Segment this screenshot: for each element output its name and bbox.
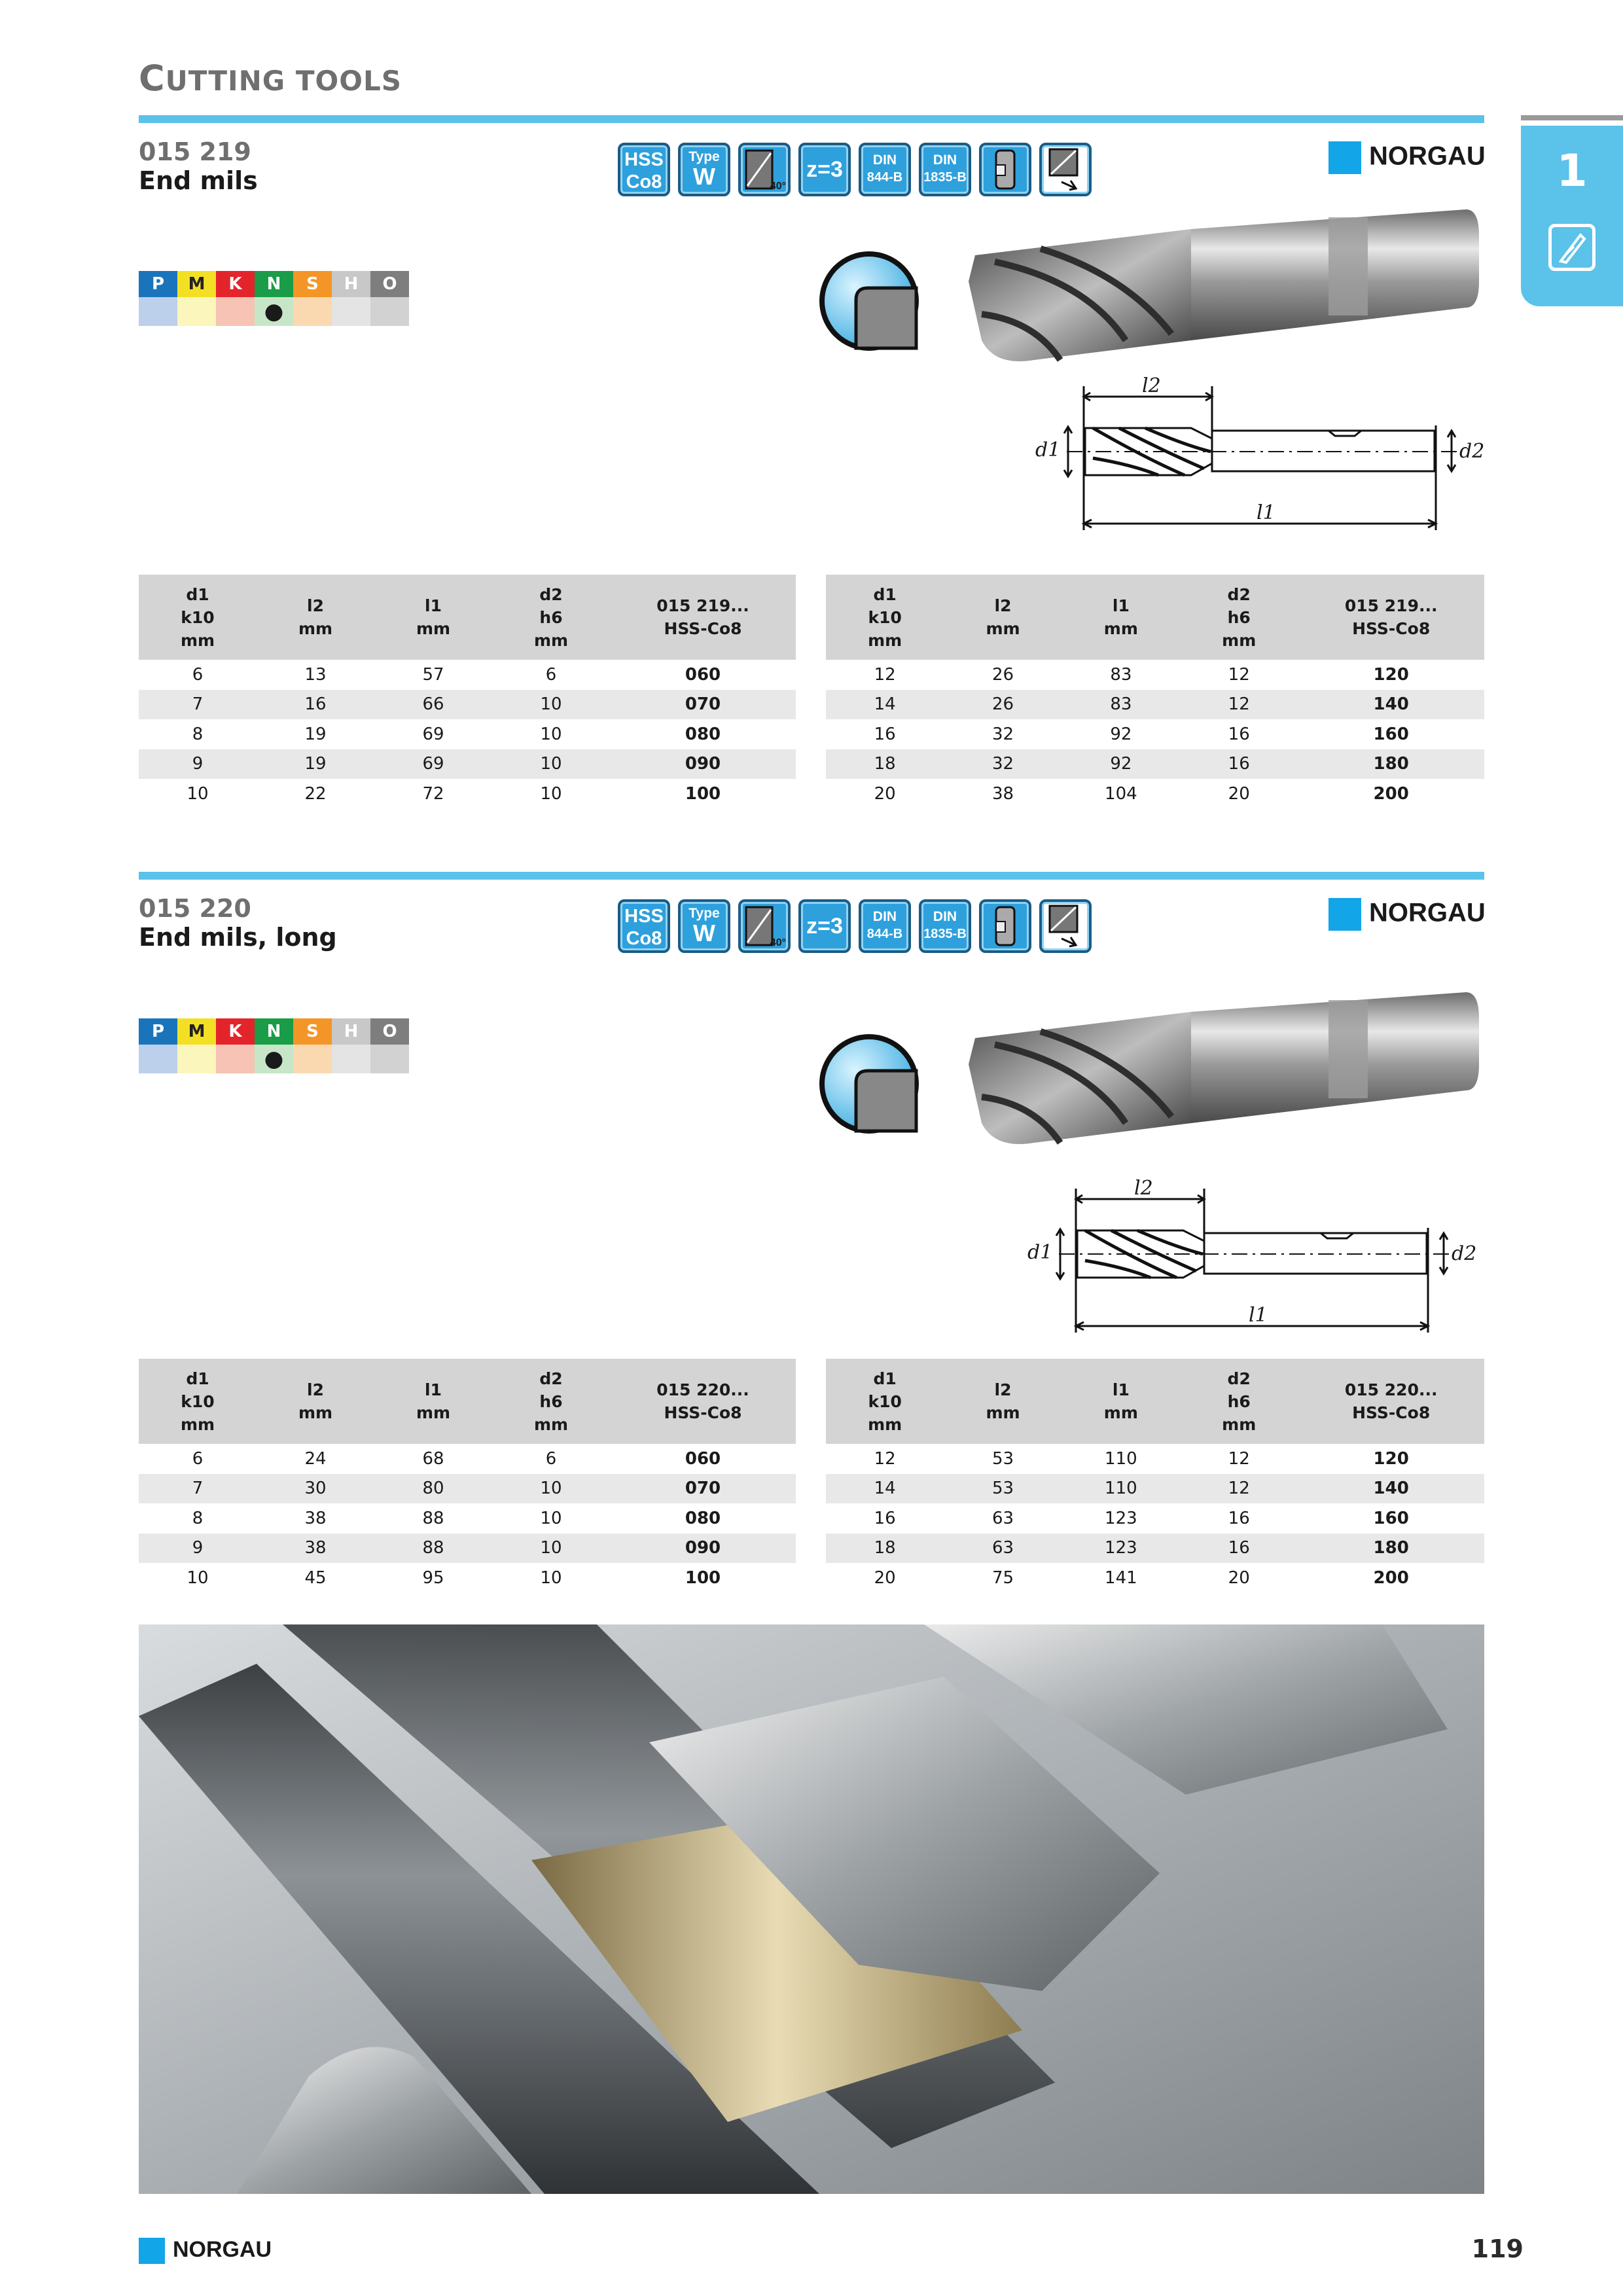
chapter-tab[interactable] xyxy=(1521,126,1623,306)
header-line: l2 xyxy=(307,596,324,615)
material-n: N ● xyxy=(255,1018,293,1073)
header-line: d2 xyxy=(1227,584,1251,604)
table-cell: 88 xyxy=(374,1534,492,1564)
header-line: mm xyxy=(416,619,451,638)
side-tab-line xyxy=(1521,115,1623,120)
material-m: M xyxy=(177,271,216,326)
table-row xyxy=(139,1563,796,1593)
article-code-cell: 060 xyxy=(685,664,721,685)
header-line: k10 xyxy=(868,1391,902,1411)
table-cell: 22 xyxy=(304,783,327,804)
header-line: d2 xyxy=(539,584,563,604)
header-line: l2 xyxy=(307,1380,324,1399)
end-mill-icon xyxy=(1548,224,1596,271)
material-k: K xyxy=(216,271,255,326)
table-header-cell xyxy=(1180,1359,1298,1444)
table-cell: 38 xyxy=(304,1508,327,1528)
header-line: HSS-Co8 xyxy=(1352,1403,1431,1422)
table-header-cell xyxy=(944,1359,1061,1444)
table-cell: 10 xyxy=(492,1474,610,1504)
header-line: mm xyxy=(180,1414,215,1434)
table-header-row xyxy=(139,575,796,660)
header-line: l1 xyxy=(1112,596,1130,615)
table-cell: 72 xyxy=(422,783,444,804)
table-cell: 10 xyxy=(492,1534,610,1564)
table-cell: 16 xyxy=(257,690,374,720)
article-code-cell: 140 xyxy=(1298,690,1484,720)
table-row xyxy=(826,749,1484,780)
table-cell: 88 xyxy=(422,1508,444,1528)
spec-table-left xyxy=(139,575,796,809)
table-header-cell xyxy=(139,575,257,660)
table-cell: 9 xyxy=(139,749,257,780)
table-cell: 38 xyxy=(257,1534,374,1564)
type-w-badge: Type W xyxy=(678,899,730,953)
dim-label-l2: l2 xyxy=(1142,374,1161,397)
hss-co8-badge: HSS Co8 xyxy=(618,899,670,953)
table-cell: 92 xyxy=(1110,724,1132,744)
table-row xyxy=(826,690,1484,720)
table-header-cell xyxy=(492,575,610,660)
end-mill-render xyxy=(955,992,1479,1156)
table-cell: 20 xyxy=(1228,1568,1250,1588)
table-cell: 16 xyxy=(1180,749,1298,780)
helix-angle-badge: 40° xyxy=(738,143,791,196)
table-cell: 16 xyxy=(874,724,896,744)
table-header-cell xyxy=(1298,575,1484,660)
header-line: 015 219... xyxy=(656,596,749,615)
header-line: mm xyxy=(1103,619,1138,638)
table-header-cell xyxy=(257,1359,374,1444)
table-cell: 16 xyxy=(1228,724,1250,744)
table-cell: 123 xyxy=(1105,1508,1137,1528)
table-row xyxy=(826,1534,1484,1564)
table-header-cell xyxy=(1180,575,1298,660)
section-2-badges xyxy=(618,899,1109,954)
table-cell: 32 xyxy=(991,724,1014,744)
table-row xyxy=(139,1474,796,1504)
table-cell: 19 xyxy=(257,749,374,780)
section-2-brand: NORGAU xyxy=(1329,898,1486,931)
article-name: End mils, long xyxy=(139,923,337,952)
table-header-row xyxy=(139,1359,796,1444)
article-code-cell: 140 xyxy=(1298,1474,1484,1504)
table-header-row xyxy=(826,575,1484,660)
table-cell: 8 xyxy=(192,1508,204,1528)
table-row xyxy=(826,1474,1484,1504)
helix-angle-badge: 40° xyxy=(738,899,791,953)
article-number: 015 220 xyxy=(139,894,251,923)
header-line: l1 xyxy=(425,596,442,615)
dim-label-l2: l2 xyxy=(1134,1177,1153,1200)
header-line: HSS-Co8 xyxy=(664,1403,742,1422)
table-header-cell xyxy=(826,1359,944,1444)
dim-label-d2: d2 xyxy=(1452,1242,1477,1265)
table-header-cell xyxy=(139,1359,257,1444)
header-line: 015 220... xyxy=(656,1380,749,1399)
section-1-heading xyxy=(139,137,258,195)
article-code-cell: 180 xyxy=(1298,1534,1484,1564)
table-row xyxy=(139,660,796,690)
article-code-cell: 120 xyxy=(1373,1448,1409,1469)
table-cell: 12 xyxy=(1180,1474,1298,1504)
end-mill-render xyxy=(955,209,1479,373)
header-line: l2 xyxy=(994,596,1012,615)
table-header-cell xyxy=(610,575,796,660)
header-line: mm xyxy=(1222,1414,1257,1434)
article-code-cell: 200 xyxy=(1373,783,1409,804)
table-header-cell xyxy=(1298,1359,1484,1444)
footer-brand: NORGAU xyxy=(139,2237,272,2264)
table-cell: 12 xyxy=(1228,1448,1250,1469)
table-cell: 6 xyxy=(192,1448,204,1469)
table-row xyxy=(139,1534,796,1564)
table-cell: 10 xyxy=(187,1568,209,1588)
table-cell: 104 xyxy=(1105,783,1137,804)
header-line: mm xyxy=(533,630,569,650)
table-cell: 20 xyxy=(874,1568,896,1588)
article-code-cell: 180 xyxy=(1298,749,1484,780)
table-cell: 123 xyxy=(1062,1534,1180,1564)
dim-label-l1: l1 xyxy=(1249,1304,1268,1327)
header-line: h6 xyxy=(539,607,563,627)
table-header-cell xyxy=(374,575,492,660)
section-1-brand: NORGAU xyxy=(1329,141,1486,174)
table-cell: 10 xyxy=(540,1508,562,1528)
table-header-cell xyxy=(1062,1359,1180,1444)
header-line: d2 xyxy=(539,1369,563,1388)
table-row xyxy=(826,660,1484,690)
brand-square xyxy=(139,2238,165,2264)
article-code-cell: 070 xyxy=(610,690,796,720)
material-o: O xyxy=(370,271,409,326)
article-code-cell: 200 xyxy=(1373,1568,1409,1588)
table-cell: 12 xyxy=(874,1448,896,1469)
flutes-badge: z=3 xyxy=(798,899,851,953)
material-p: P xyxy=(139,1018,177,1073)
table-header-row xyxy=(826,1359,1484,1444)
table-cell: 83 xyxy=(1110,664,1132,685)
dim-label-d2: d2 xyxy=(1459,440,1485,463)
header-line: k10 xyxy=(181,607,215,627)
table-cell: 10 xyxy=(540,724,562,744)
table-cell: 7 xyxy=(139,690,257,720)
article-code-cell: 070 xyxy=(610,1474,796,1504)
article-code-cell: 100 xyxy=(685,1568,721,1588)
table-cell: 30 xyxy=(257,1474,374,1504)
material-m: M xyxy=(177,1018,216,1073)
table-row xyxy=(826,1444,1484,1474)
table-cell: 7 xyxy=(139,1474,257,1504)
corner-shape-icon xyxy=(817,1031,921,1136)
material-n: N ● xyxy=(255,271,293,326)
header-line: mm xyxy=(298,619,333,638)
dim-label-d1: d1 xyxy=(1035,439,1061,461)
material-h: H xyxy=(332,1018,370,1073)
article-number: 015 219 xyxy=(139,137,251,166)
table-cell: 16 xyxy=(874,1508,896,1528)
table-cell: 57 xyxy=(422,664,444,685)
table-cell: 63 xyxy=(991,1508,1014,1528)
article-code-cell: 090 xyxy=(610,749,796,780)
header-line: mm xyxy=(986,1403,1020,1422)
brand-square xyxy=(1329,141,1361,174)
table-cell: 6 xyxy=(545,1448,557,1469)
table-cell: 80 xyxy=(374,1474,492,1504)
table-cell: 110 xyxy=(1105,1448,1137,1469)
table-cell: 53 xyxy=(944,1474,1061,1504)
table-header-cell xyxy=(826,575,944,660)
table-cell: 10 xyxy=(492,690,610,720)
table-cell: 24 xyxy=(304,1448,327,1469)
material-o: O xyxy=(370,1018,409,1073)
header-line: mm xyxy=(298,1403,333,1422)
table-header-cell xyxy=(257,575,374,660)
header-rule xyxy=(139,115,1484,123)
header-line: mm xyxy=(1103,1403,1138,1422)
table-cell: 75 xyxy=(991,1568,1014,1588)
header-line: k10 xyxy=(868,607,902,627)
table-cell: 14 xyxy=(826,1474,944,1504)
material-p: P xyxy=(139,271,177,326)
corner-shape-icon xyxy=(817,249,921,353)
table-row xyxy=(139,690,796,720)
table-cell: 69 xyxy=(422,724,444,744)
page-title: CUTTING TOOLS xyxy=(139,58,402,99)
header-line: mm xyxy=(986,619,1020,638)
table-cell: 20 xyxy=(874,783,896,804)
section-2-heading xyxy=(139,894,337,952)
header-line: mm xyxy=(868,1414,902,1434)
table-cell: 38 xyxy=(991,783,1014,804)
section-2-materials xyxy=(139,1018,410,1073)
table-cell: 53 xyxy=(991,1448,1014,1469)
cutting-direction-icon xyxy=(1039,143,1092,196)
table-cell: 18 xyxy=(826,1534,944,1564)
table-cell: 95 xyxy=(422,1568,444,1588)
table-row xyxy=(826,779,1484,809)
header-line: l2 xyxy=(994,1380,1012,1399)
table-cell: 14 xyxy=(826,690,944,720)
table-cell: 13 xyxy=(304,664,327,685)
brand-square xyxy=(1329,898,1361,931)
table-cell: 10 xyxy=(540,1568,562,1588)
table-cell: 20 xyxy=(1228,783,1250,804)
table-cell: 45 xyxy=(304,1568,327,1588)
article-code-cell: 100 xyxy=(685,783,721,804)
din-1835-badge: DIN 1835-B xyxy=(919,899,971,953)
table-cell: 9 xyxy=(139,1534,257,1564)
table-row xyxy=(139,1503,796,1534)
header-line: l1 xyxy=(425,1380,442,1399)
header-line: d1 xyxy=(186,584,209,604)
header-line: HSS-Co8 xyxy=(1352,619,1431,638)
material-k: K xyxy=(216,1018,255,1073)
table-cell: 26 xyxy=(944,690,1061,720)
table-row xyxy=(139,779,796,809)
article-code-cell: 060 xyxy=(685,1448,721,1469)
section-1-badges xyxy=(618,143,1109,198)
section-1-materials xyxy=(139,271,410,326)
header-line: mm xyxy=(1222,630,1257,650)
table-cell: 66 xyxy=(374,690,492,720)
table-cell: 12 xyxy=(1180,690,1298,720)
dim-label-l1: l1 xyxy=(1257,501,1275,524)
chapter-number: 1 xyxy=(1556,145,1588,197)
table-cell: 10 xyxy=(540,783,562,804)
table-cell: 6 xyxy=(545,664,557,685)
table-row xyxy=(826,719,1484,749)
header-line: mm xyxy=(868,630,902,650)
table-row xyxy=(826,1563,1484,1593)
header-line: 015 219... xyxy=(1344,596,1438,615)
table-cell: 68 xyxy=(422,1448,444,1469)
header-line: mm xyxy=(180,630,215,650)
material-s: S xyxy=(293,1018,332,1073)
table-cell: 141 xyxy=(1105,1568,1137,1588)
header-line: h6 xyxy=(539,1391,563,1411)
table-cell: 92 xyxy=(1062,749,1180,780)
header-line: d1 xyxy=(873,584,897,604)
section-2-rule xyxy=(139,872,1484,880)
table-cell: 6 xyxy=(192,664,204,685)
product-photo xyxy=(139,1624,1484,2194)
table-cell: 16 xyxy=(1180,1534,1298,1564)
dim-label-d1: d1 xyxy=(1027,1241,1053,1264)
table-header-cell xyxy=(1062,575,1180,660)
table-cell: 16 xyxy=(1228,1508,1250,1528)
article-code-cell: 080 xyxy=(685,1508,721,1528)
header-line: HSS-Co8 xyxy=(664,619,742,638)
article-code-cell: 080 xyxy=(685,724,721,744)
table-row xyxy=(139,719,796,749)
table-cell: 69 xyxy=(374,749,492,780)
table-row xyxy=(139,749,796,780)
type-w-badge: Type W xyxy=(678,143,730,196)
table-header-cell xyxy=(610,1359,796,1444)
table-cell: 18 xyxy=(826,749,944,780)
hss-co8-badge: HSS Co8 xyxy=(618,143,670,196)
table-cell: 26 xyxy=(991,664,1014,685)
header-line: d2 xyxy=(1227,1369,1251,1388)
header-line: h6 xyxy=(1227,607,1251,627)
table-cell: 10 xyxy=(187,783,209,804)
table-header-cell xyxy=(374,1359,492,1444)
shank-icon xyxy=(979,899,1031,953)
material-h: H xyxy=(332,271,370,326)
spec-table-right xyxy=(826,1359,1484,1593)
din-844-badge: DIN 844-B xyxy=(859,899,911,953)
table-header-cell xyxy=(492,1359,610,1444)
page-number: 119 xyxy=(1471,2234,1524,2263)
header-line: mm xyxy=(533,1414,569,1434)
din-844-badge: DIN 844-B xyxy=(859,143,911,196)
table-header-cell xyxy=(944,575,1061,660)
article-code-cell: 160 xyxy=(1373,724,1409,744)
flutes-badge: z=3 xyxy=(798,143,851,196)
table-cell: 83 xyxy=(1062,690,1180,720)
table-row xyxy=(826,1503,1484,1534)
table-row xyxy=(139,1444,796,1474)
article-code-cell: 090 xyxy=(610,1534,796,1564)
table-cell: 12 xyxy=(874,664,896,685)
material-s: S xyxy=(293,271,332,326)
shank-icon xyxy=(979,143,1031,196)
cutting-direction-icon xyxy=(1039,899,1092,953)
table-cell: 32 xyxy=(944,749,1061,780)
table-cell: 19 xyxy=(304,724,327,744)
spec-table-right xyxy=(826,575,1484,809)
header-line: d1 xyxy=(873,1369,897,1388)
spec-table-left xyxy=(139,1359,796,1593)
table-cell: 12 xyxy=(1228,664,1250,685)
table-cell: 110 xyxy=(1062,1474,1180,1504)
article-code-cell: 160 xyxy=(1373,1508,1409,1528)
table-cell: 63 xyxy=(944,1534,1061,1564)
article-code-cell: 120 xyxy=(1373,664,1409,685)
header-line: l1 xyxy=(1112,1380,1130,1399)
header-line: d1 xyxy=(186,1369,209,1388)
header-line: 015 220... xyxy=(1344,1380,1438,1399)
table-cell: 8 xyxy=(192,724,204,744)
din-1835-badge: DIN 1835-B xyxy=(919,143,971,196)
article-name: End mils xyxy=(139,166,258,195)
header-line: k10 xyxy=(181,1391,215,1411)
header-line: mm xyxy=(416,1403,451,1422)
table-cell: 10 xyxy=(492,749,610,780)
header-line: h6 xyxy=(1227,1391,1251,1411)
